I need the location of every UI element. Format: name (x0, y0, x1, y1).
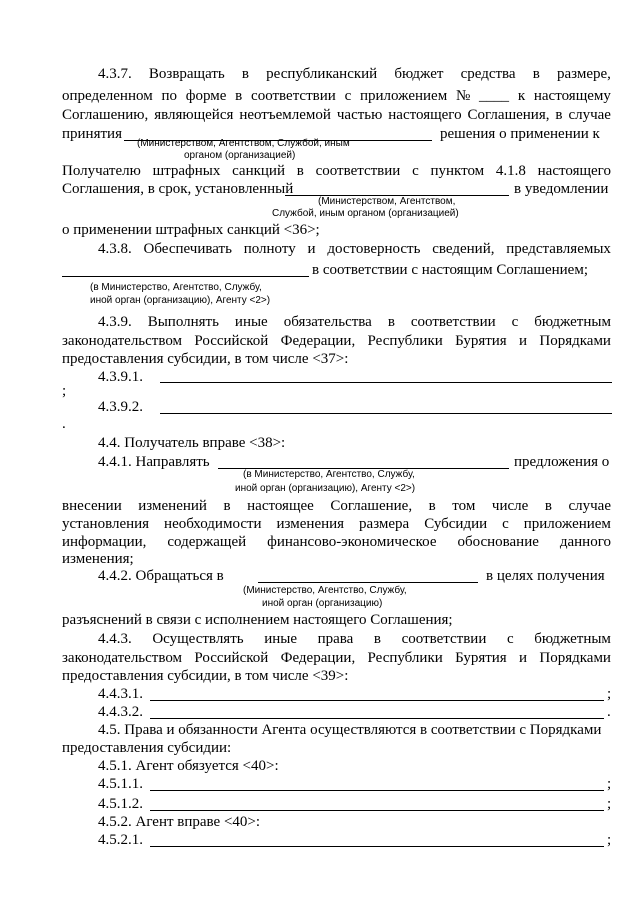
word: в (373, 631, 382, 647)
item-4-3-9-1-end: ; (62, 383, 67, 399)
word: 4.3.9. (98, 314, 132, 330)
word: Российской (194, 650, 269, 666)
word: настоящему (533, 88, 611, 104)
word: настоящего (388, 107, 462, 123)
para-4-4-3-line-3: предоставления субсидии, в том числе <39>: (62, 668, 349, 684)
word: изменений (138, 498, 207, 514)
word: № (455, 88, 471, 104)
para-4-4-1-line-2 (62, 498, 611, 515)
blank-4-5-1-1[interactable] (150, 790, 604, 791)
word: Соглашению, (62, 107, 149, 123)
section-4-5-2-title: 4.5.2. Агент вправе <40>: (98, 814, 261, 830)
word: в (544, 498, 552, 514)
item-4-3-9-2-label: 4.3.9.2. (98, 399, 143, 415)
word: бюджетным (534, 631, 611, 647)
footnote-authority-2: органом (организацией) (184, 150, 296, 161)
text-to-obtain: в целях получения (486, 568, 605, 584)
word: представляемых (506, 241, 611, 257)
para-4-3-7-line-5 (62, 163, 611, 180)
word: 4.3.7. (98, 66, 132, 82)
word: соответствии (315, 163, 401, 179)
para-4-3-9-line-2 (62, 333, 611, 350)
text-proposals: предложения о (514, 454, 610, 470)
item-4-3-9-2-end: . (62, 416, 66, 432)
word: Получателю (62, 163, 141, 179)
word: форме (185, 88, 227, 104)
word: в (235, 88, 243, 104)
para-4-3-8-line-2: в соответствии с настоящим Соглашением; (312, 262, 588, 278)
word: соответствии (251, 88, 336, 104)
item-4-5-2-1-label: 4.5.2.1. (98, 832, 143, 848)
item-4-3-9-1-label: 4.3.9.1. (98, 369, 143, 385)
word: средства (460, 66, 516, 82)
para-4-3-7-line-1 (98, 66, 611, 83)
para-4-3-7-line-7: о применении штрафных санкций <36>; (62, 222, 320, 238)
text-4-4-1-send: 4.4.1. Направлять (98, 454, 210, 470)
word: с (511, 314, 519, 330)
word: санкций (232, 163, 285, 179)
word: в (296, 163, 304, 179)
word: размера (359, 516, 410, 532)
para-4-4-1-line-5: изменения; (62, 551, 134, 567)
word: установления (62, 516, 150, 532)
word: 4.3.8. (98, 241, 132, 257)
section-4-5-line-1: 4.5. Права и обязанности Агента осуществляются в соответствии с Порядками (98, 722, 602, 738)
section-4-5-line-2: предоставления субсидии: (62, 740, 232, 756)
word: Порядками (539, 650, 611, 666)
word: финансово-экономическое (267, 534, 437, 550)
word: числе (491, 498, 529, 514)
word: Бурятия (455, 333, 507, 349)
word: к (517, 88, 526, 104)
word: обоснование (457, 534, 539, 550)
para-4-4-3-line-2 (62, 650, 611, 667)
word: необходимости (164, 516, 262, 532)
para-4-3-9-line-3: предоставления субсидии, в том числе <37>: (62, 351, 349, 367)
word: с (506, 631, 514, 647)
footnote-441-2: иной орган (организацию), Агенту <2>) (235, 483, 416, 494)
word: Бурятия (455, 650, 507, 666)
footnote-438-2: иной орган (организацию), Агенту <2>) (90, 295, 271, 306)
para-4-4-1-line-4 (62, 534, 611, 551)
word: права (317, 631, 354, 647)
item-4-4-3-2-label: 4.4.3.2. (98, 704, 143, 720)
word: Федерации, (280, 333, 356, 349)
para-4-4-2-line-2: разъяснений в связи с исполнением настоящего Соглашения; (62, 612, 453, 628)
word: приложением (523, 516, 611, 532)
word: определенном (62, 88, 153, 104)
text-deadline: Соглашения, в срок, установленный (62, 181, 294, 197)
blank-4-4-2-recipient[interactable] (258, 582, 478, 583)
word: Обеспечивать (143, 241, 232, 257)
word: и (519, 650, 528, 666)
word: Выполнять (147, 314, 219, 330)
word: иные (264, 631, 297, 647)
word: размере, (556, 66, 611, 82)
word: Российской (194, 333, 269, 349)
item-4-5-1-2-label: 4.5.1.2. (98, 796, 143, 812)
blank-4-4-3-1[interactable] (150, 700, 604, 701)
text-4-4-2-apply: 4.4.2. Обращаться в (98, 568, 224, 584)
text-decision-apply: решения о применении к (440, 126, 600, 142)
para-4-3-8-line-1 (98, 241, 611, 258)
word: Республики (367, 333, 443, 349)
word: и (307, 241, 316, 257)
word: информации, (62, 534, 147, 550)
word: бюджет (394, 66, 444, 82)
word: в (387, 314, 395, 330)
word: Порядками (539, 333, 611, 349)
word: Соглашения, (467, 107, 550, 123)
word: содержащей (167, 534, 247, 550)
word: и (519, 333, 528, 349)
word: частью (336, 107, 383, 123)
word: с (344, 88, 352, 104)
word: пунктом (430, 163, 485, 179)
word: Осуществлять (152, 631, 244, 647)
word: по (161, 88, 177, 104)
item-4-4-3-2-end: . (607, 704, 611, 720)
word: соответствии (410, 314, 496, 330)
word: приложением (360, 88, 448, 104)
word: обязательства (283, 314, 372, 330)
word: в (555, 107, 563, 123)
word: Республики (367, 650, 443, 666)
word: изменения (276, 516, 345, 532)
item-4-4-3-1-label: 4.4.3.1. (98, 686, 143, 702)
footnote-438-1: (в Министерство, Агентство, Службу, (90, 282, 262, 293)
para-4-4-1-line-3 (62, 516, 611, 533)
footnote-notice-1: (Министерством, Агентством, (318, 196, 456, 207)
word: настоящего (537, 163, 611, 179)
word: случае (568, 107, 611, 123)
footnote-441-1: (в Министерство, Агентство, Службу, (243, 469, 415, 480)
footnote-442-2: иной орган (организацию) (262, 598, 383, 609)
item-4-5-2-1-end: ; (607, 832, 612, 848)
section-4-4-title: 4.4. Получатель вправе <38>: (98, 435, 286, 451)
blank-4-3-9-2[interactable] (160, 413, 612, 414)
para-4-4-3-line-1 (98, 631, 611, 648)
word: с (412, 163, 419, 179)
blank-4-4-3-2[interactable] (150, 718, 604, 719)
blank-4-5-1-2[interactable] (150, 810, 604, 811)
word: соответствии (401, 631, 487, 647)
footnote-notice-2: Службой, иным органом (организацией) (272, 208, 459, 219)
para-4-3-9-line-1 (98, 314, 611, 331)
word: в (223, 498, 231, 514)
word: 4.4.3. (98, 631, 132, 647)
word: случае (568, 498, 611, 514)
word: в (428, 498, 436, 514)
footnote-authority-1: (Министерством, Агентством, Службой, иным (137, 138, 350, 149)
para-4-3-7-line-2 (62, 88, 611, 105)
word: ____ (479, 88, 510, 104)
word: законодательством (62, 650, 183, 666)
word: настоящее (247, 498, 314, 514)
word: Возвращать (148, 66, 225, 82)
word: сведений, (432, 241, 495, 257)
word: достоверность (327, 241, 421, 257)
word: неотъемлемой (239, 107, 331, 123)
word: 4.1.8 (495, 163, 526, 179)
word: иные (234, 314, 268, 330)
item-4-5-1-1-label: 4.5.1.1. (98, 776, 143, 792)
word: штрафных (152, 163, 221, 179)
footnote-442-1: (Министерство, Агентство, Службу, (243, 585, 407, 596)
word: внесении (62, 498, 122, 514)
word: том (452, 498, 476, 514)
word: законодательством (62, 333, 183, 349)
text-prinyatiya: принятия (62, 126, 122, 142)
word: являющейся (154, 107, 234, 123)
para-4-3-7-line-3 (62, 107, 611, 124)
word: Соглашение, (330, 498, 413, 514)
item-4-5-1-1-end: ; (607, 776, 612, 792)
word: с (502, 516, 509, 532)
word: республиканский (266, 66, 378, 82)
blank-4-5-2-1[interactable] (150, 846, 604, 847)
section-4-5-1-title: 4.5.1. Агент обязуется <40>: (98, 758, 279, 774)
para-4-3-7-line-4 (62, 126, 122, 143)
blank-4-3-9-1[interactable] (160, 382, 612, 383)
word: Субсидии (424, 516, 488, 532)
word: в (532, 66, 540, 82)
word: в (241, 66, 250, 82)
item-4-5-1-2-end: ; (607, 796, 612, 812)
text-in-notice: в уведомлении (514, 181, 609, 197)
word: полноту (243, 241, 296, 257)
word: данного (559, 534, 611, 550)
item-4-4-3-1-end: ; (607, 686, 612, 702)
blank-recipient-438[interactable] (62, 276, 309, 277)
word: бюджетным (534, 314, 611, 330)
word: Федерации, (280, 650, 356, 666)
